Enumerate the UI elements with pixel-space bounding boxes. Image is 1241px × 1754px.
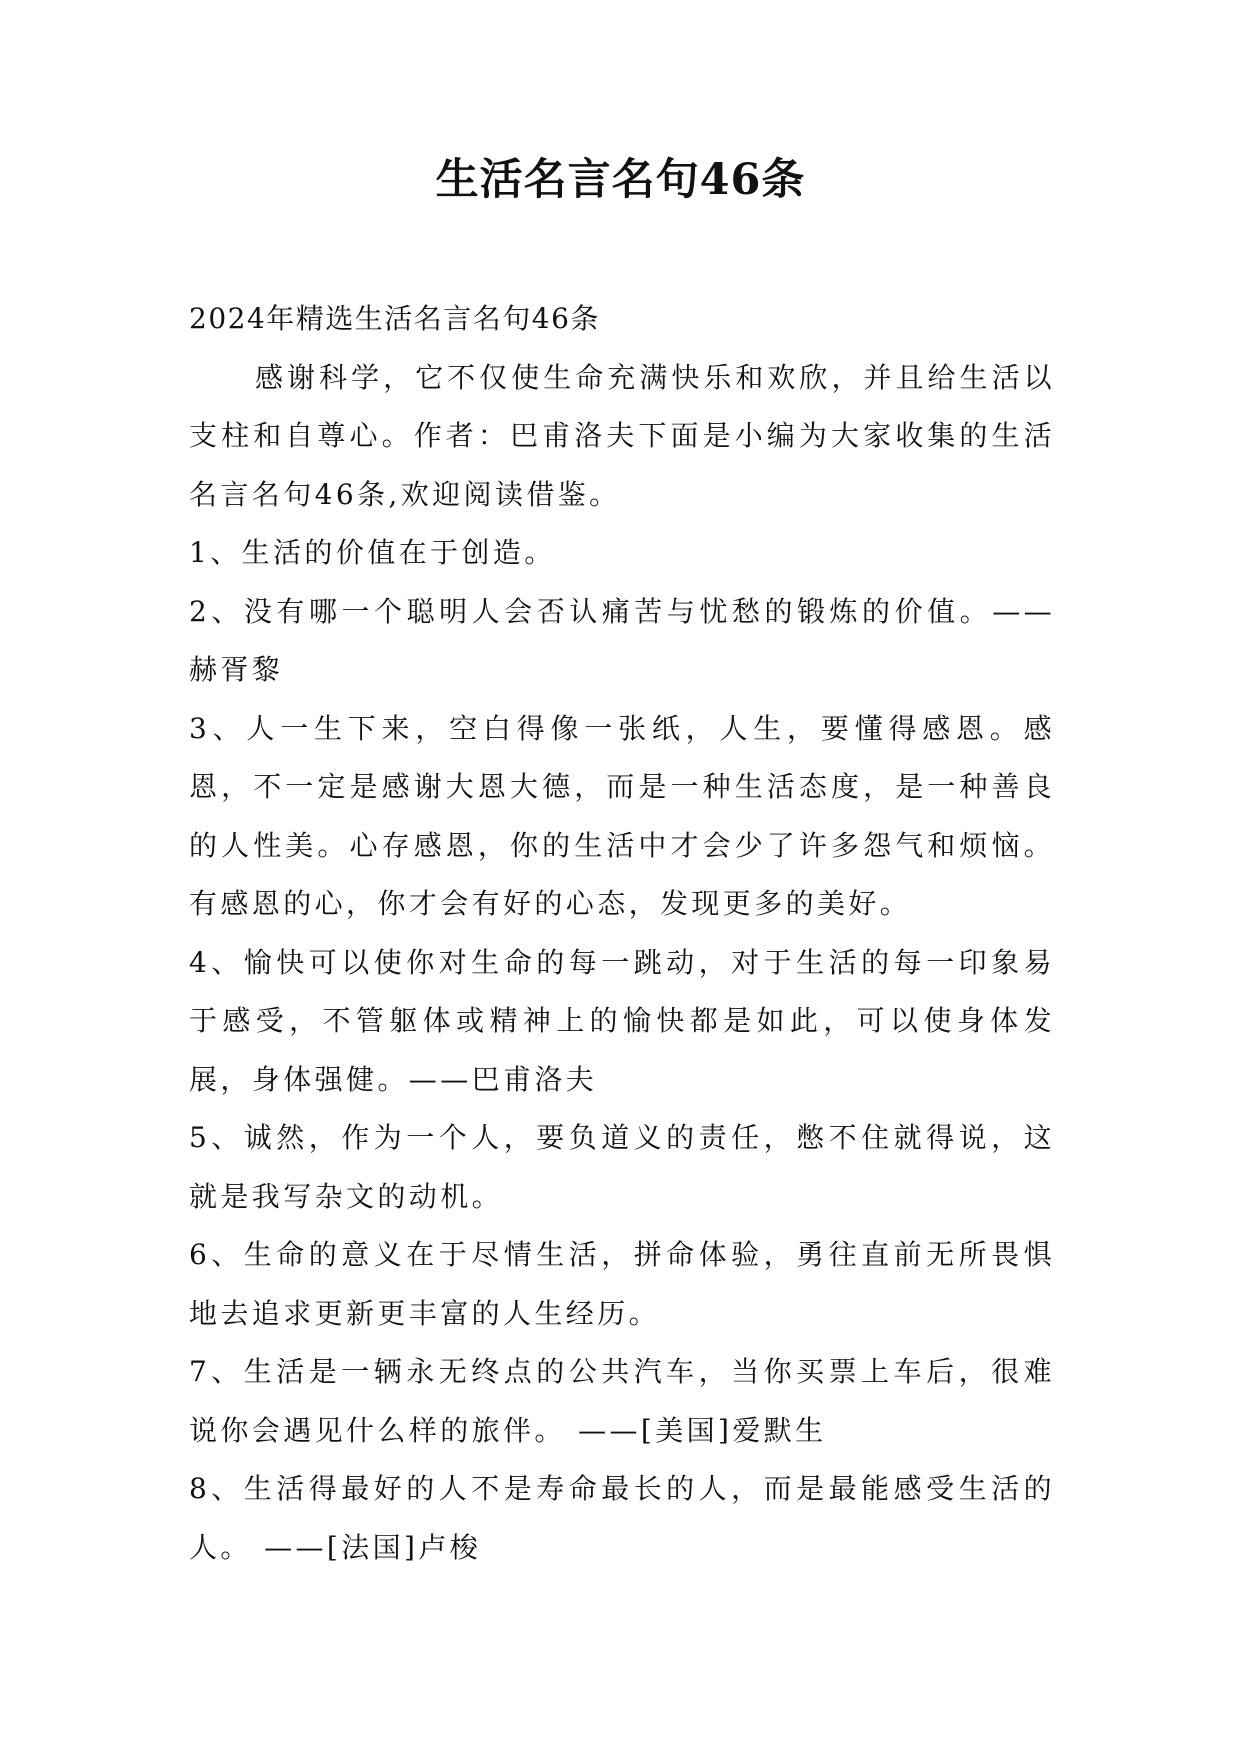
document-subtitle: 2024年精选生活名言名句46条	[189, 302, 600, 335]
quote-item: 8、生活得最好的人不是寿命最长的人，而是最能感受生活的人。 ——[法国]卢梭	[189, 1472, 1055, 1564]
document-body	[189, 290, 1055, 1577]
quote-item: 4、愉快可以使你对生命的每一跳动，对于生活的每一印象易于感受，不管躯体或精神上的愉快都是如此，可以使身体发展，身体强健。——巴甫洛夫	[189, 945, 1055, 1096]
intro-paragraph: 感谢科学，它不仅使生命充满快乐和欢欣，并且给生活以支柱和自尊心。作者：巴甫洛夫下面是小编为大家收集的生活名言名句46条,欢迎阅读借鉴。	[189, 360, 1055, 511]
document-title: 生活名言名句46条	[435, 155, 806, 205]
quote-item: 2、没有哪一个聪明人会否认痛苦与忧愁的锻炼的价值。——赫胥黎	[189, 594, 1055, 686]
quote-item: 5、诚然，作为一个人，要负道义的责任，憋不住就得说，这就是我写杂文的动机。	[189, 1121, 1055, 1213]
quote-item: 7、生活是一辆永无终点的公共汽车，当你买票上车后，很难说你会遇见什么样的旅伴。 ——[美国]爱默生	[189, 1355, 1055, 1447]
quote-item: 3、人一生下来，空白得像一张纸，人生，要懂得感恩。感恩，不一定是感谢大恩大德，而是一种生活态度，是一种善良的人性美。心存感恩，你的生活中才会少了许多怨气和烦恼。有感恩的心，你才会有好的心态，发现更多的美好。	[189, 711, 1055, 920]
quote-item: 1、生活的价值在于创造。	[189, 536, 556, 569]
quote-item: 6、生命的意义在于尽情生活，拼命体验，勇往直前无所畏惧地去追求更新更丰富的人生经历。	[189, 1238, 1055, 1330]
